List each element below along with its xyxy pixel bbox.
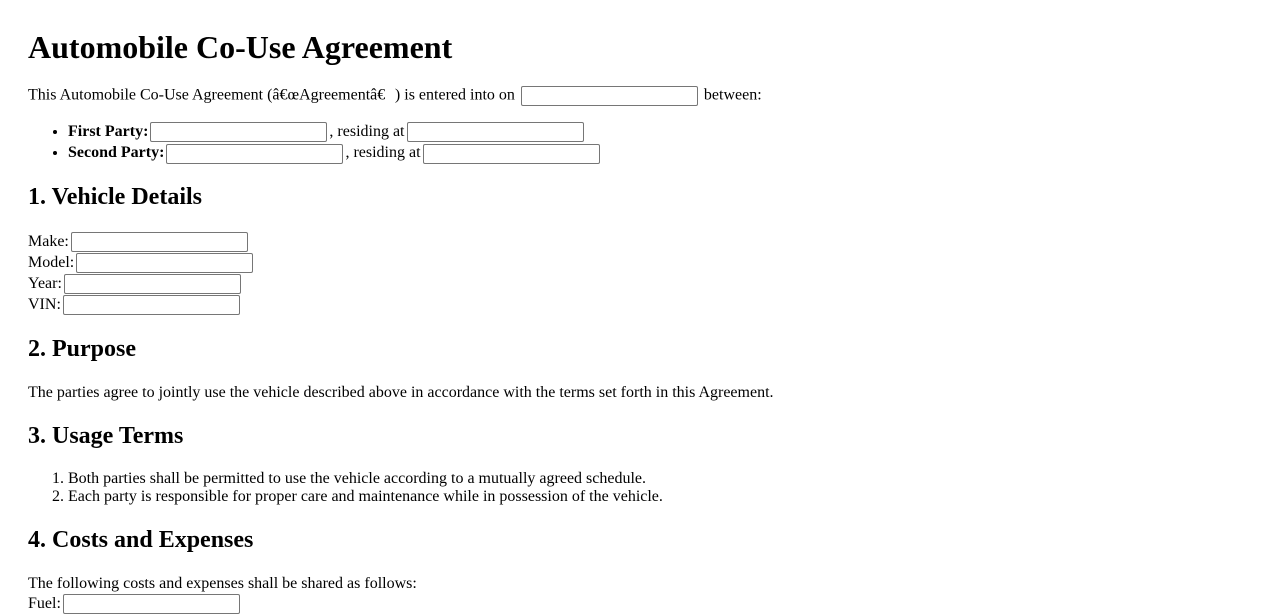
model-row [28, 252, 1250, 273]
first-party-address-input[interactable] [407, 122, 584, 142]
section-heading-vehicle-details: 1. Vehicle Details [28, 183, 202, 210]
year-row [28, 273, 1250, 294]
make-input[interactable] [71, 232, 248, 252]
model-input[interactable] [76, 253, 253, 273]
page-title: Automobile Co-Use Agreement [28, 29, 453, 65]
first-party-name-input[interactable] [150, 122, 327, 142]
costs-paragraph: The following costs and expenses shall be shared as follows: [28, 574, 417, 592]
section-heading-usage-terms: 3. Usage Terms [28, 422, 184, 449]
second-party-label: Second Party: [68, 144, 165, 162]
first-party-residing-text: , residing at [329, 123, 405, 140]
intro-text: This Automobile Co-Use Agreement (â€œAgreementâ€) is entered into on [28, 86, 515, 104]
fuel-label: Fuel: [28, 594, 61, 612]
list-item: 1. Both parties shall be permitted to use the vehicle according to a mutually agreed schedule. [68, 470, 1250, 488]
make-row [28, 231, 1250, 252]
vehicle-details-fields [28, 231, 1250, 315]
year-input[interactable] [64, 274, 241, 294]
fuel-input[interactable] [63, 594, 240, 614]
vin-input[interactable] [63, 295, 240, 315]
list-item-first-party [68, 121, 1250, 142]
section-heading-costs-expenses: 4. Costs and Expenses [28, 526, 254, 553]
second-party-address-input[interactable] [423, 144, 600, 164]
make-label: Make: [28, 232, 69, 250]
purpose-paragraph: The parties agree to jointly use the vehicle described above in accordance with the terms set forth in this Agreement. [28, 383, 774, 401]
parties-list [28, 121, 1250, 164]
vin-row [28, 294, 1250, 315]
first-party-label: First Party: [68, 123, 149, 140]
list-item-second-party [68, 142, 1250, 163]
fuel-row [28, 593, 1250, 614]
list-item: 2. Each party is responsible for proper care and maintenance while in possession of the vehicle. [68, 488, 1250, 506]
intro-between-text: between: [703, 86, 762, 104]
usage-terms-list [28, 470, 1250, 506]
agreement-date-input[interactable] [521, 86, 698, 106]
section-heading-purpose: 2. Purpose [28, 335, 136, 362]
year-label: Year: [28, 274, 62, 292]
costs-fields [28, 593, 1250, 614]
second-party-name-input[interactable] [166, 144, 343, 164]
second-party-residing-text: , residing at [345, 144, 421, 162]
vin-label: VIN: [28, 295, 61, 313]
intro-paragraph [28, 86, 1250, 106]
model-label: Model: [28, 253, 75, 271]
